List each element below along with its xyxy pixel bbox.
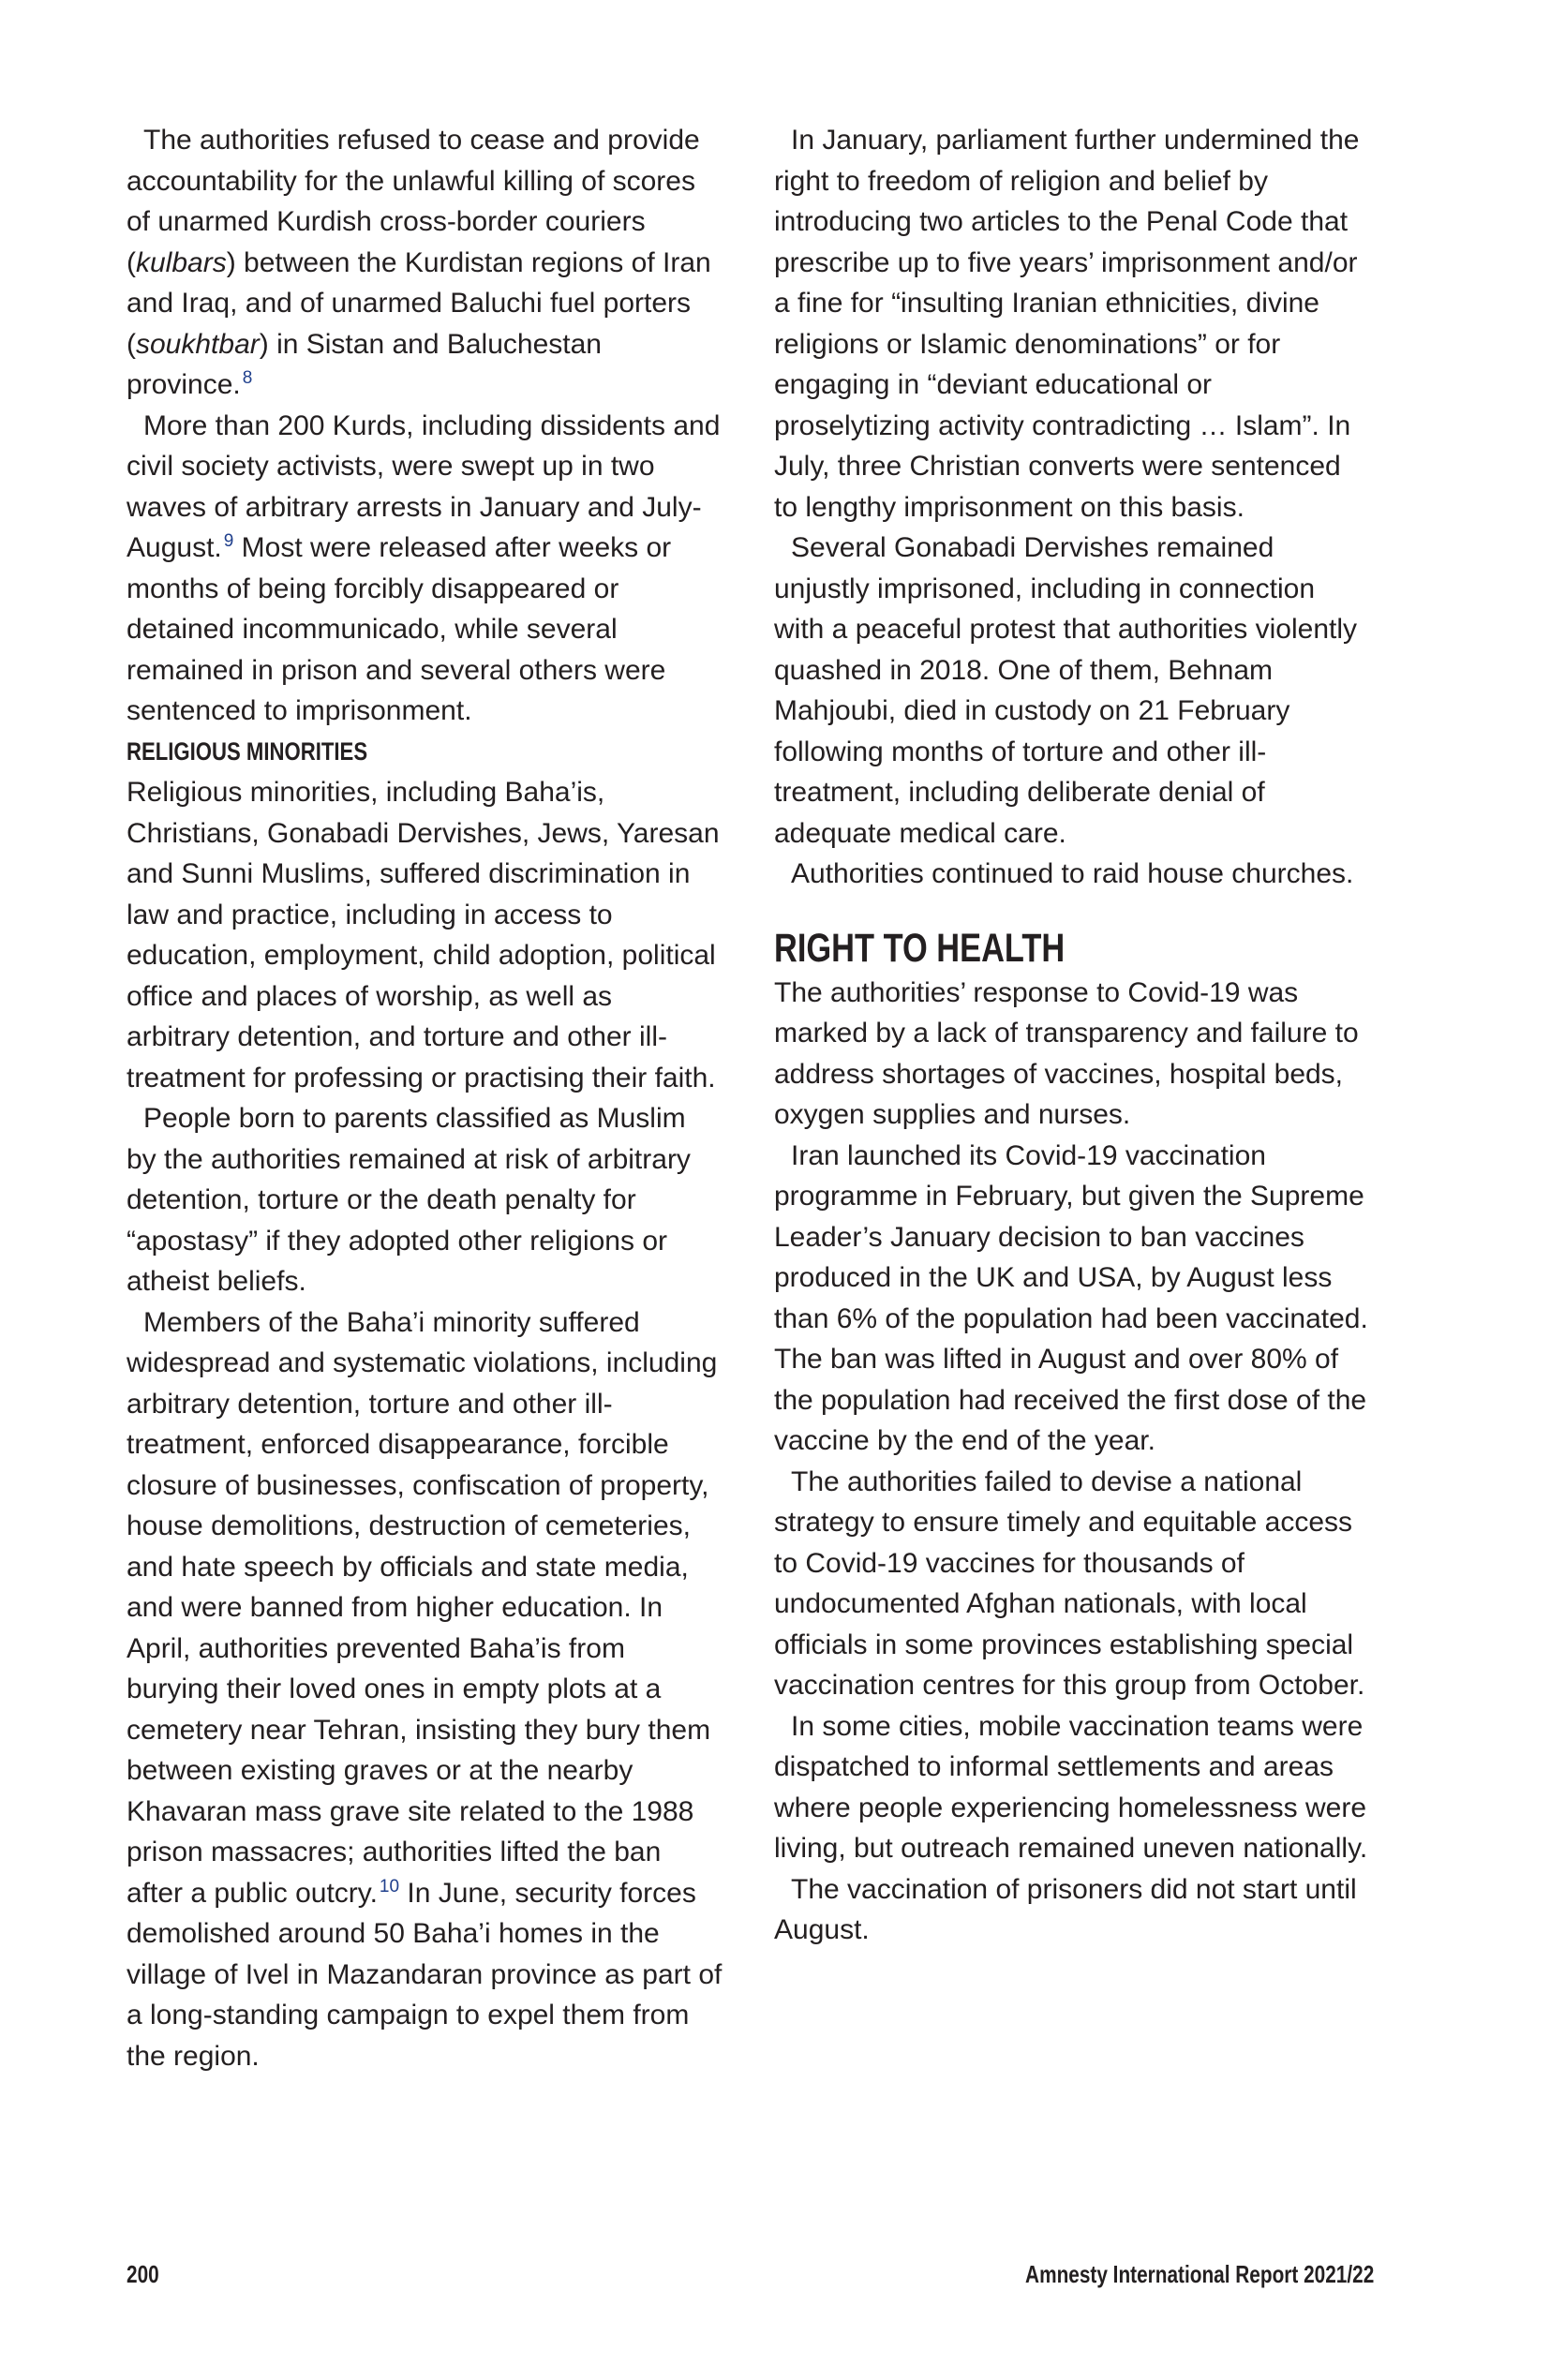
italic-term-kulbars: kulbars bbox=[136, 246, 227, 278]
subheading-religious-minorities: RELIGIOUS MINORITIES bbox=[127, 736, 368, 766]
paragraph-covid-response: The authorities’ response to Covid-19 was marked by a lack of transparency and failure to address shortages of vaccines, hospital beds, oxygen supplies and nurses. bbox=[774, 976, 1359, 1130]
paragraph-house-churches: Authorities continued to raid house churches. bbox=[791, 858, 1354, 889]
footnote-ref-10[interactable]: 10 bbox=[379, 1876, 400, 1897]
paragraph-mobile-vaccination: In some cities, mobile vaccination teams were dispatched to informal settlements and areas where people experiencing homelessness were living, but outreach remained uneven nationally. bbox=[774, 1710, 1368, 1864]
section-heading-right-to-health: RIGHT TO HEALTH bbox=[774, 925, 1066, 971]
footer-title: Amnesty International Report 2021/22 bbox=[1024, 2260, 1374, 2288]
footnote-ref-9[interactable]: 9 bbox=[223, 531, 234, 551]
paragraph-afghan-nationals: The authorities failed to devise a national strategy to ensure timely and equitable access to Covid-19 vaccines for thousands of undocumented Afghan nationals, with local officials in some provinces establishing special vaccination centres for this group from October. bbox=[774, 1465, 1365, 1701]
paragraph-penal-code: In January, parliament further undermined the right to freedom of religion and belief by introducing two articles to the Penal Code that prescribe up to five years’ imprisonment and/or a fine for “insulting Iranian ethnicities, divine religions or Islamic denominations” or for engaging in “deviant educational or proselytizing activity contradicting … Islam”. In July, three Christian converts were sentenced to lengthy imprisonment on this basis. bbox=[774, 125, 1360, 523]
right-column bbox=[774, 120, 1370, 1951]
paragraph-bahai-minority: Members of the Baha’i minority suffered widespread and systematic violations, including arbitrary detention, torture and other ill-treatment, enforced disappearance, forcible closure of businesses, confiscation of property, house demolitions, destruction of cemeteries, and hate speech by officials and state media, and were banned from higher education. In April, authorities prevented Baha’is from burying their loved ones in empty plots at a cemetery near Tehran, insisting they bury them between existing graves or at the nearby Khavaran mass grave site related to the 1988 prison massacres; authorities lifted the ban after a public outcry. $^{10}$ In June, security forces demolished around 50 Baha’i homes in the village of Ivel in Mazandaran province as part of a long-standing campaign to expel them from the region. bbox=[127, 1306, 723, 2072]
paragraph-vaccination-programme: Iran launched its Covid-19 vaccination programme in February, but given the Supreme Leader’s January decision to ban vaccines produced in the UK and USA, by August less than 6% of the population had been vaccinated. The ban was lifted in August and over 80% of the population had received the first dose of the vaccine by the end of the year. bbox=[774, 1139, 1368, 1456]
page-number: 200 bbox=[127, 2260, 159, 2288]
italic-term-soukhtbar: soukhtbar bbox=[136, 328, 260, 360]
paragraph-kurds-arrests: More than 200 Kurds, including dissidents and civil society activists, were swept up in two waves of arbitrary arrests in January and July-August. $^9$ Most were released after weeks or months of being forcibly disappeared or detained incommunicado, while several remained in prison and several others were sentenced to imprisonment. bbox=[127, 409, 721, 726]
left-column bbox=[127, 120, 723, 2076]
paragraph-gonabadi-dervishes: Several Gonabadi Dervishes remained unjustly imprisoned, including in connection with a peaceful protest that authorities violently quashed in 2018. One of them, Behnam Mahjoubi, died in custody on 21 February following months of torture and other ill-treatment, including deliberate denial of adequate medical care. bbox=[774, 532, 1358, 849]
paragraph-religious-minorities: Religious minorities, including Baha’is, Christians, Gonabadi Dervishes, Jews, Yaresan and Sunni Muslims, suffered discrimination in law and practice, including in access to education, employment, child adoption, political office and places of worship, as well as arbitrary detention, and torture and other ill-treatment for professing or practising their faith. bbox=[127, 777, 720, 1093]
paragraph-kurdish-couriers: The authorities refused to cease and provide accountability for the unlawful killing of scores of unarmed Kurdish cross-border couriers (kulbars) between the Kurdistan regions of Iran and Iraq, and of unarmed Baluchi fuel porters (soukhtbar) in Sistan and Baluchestan province. $^8$ bbox=[127, 125, 711, 400]
paragraph-prisoners: The vaccination of prisoners did not start until August. bbox=[774, 1873, 1357, 1945]
footnote-ref-8[interactable]: 8 bbox=[242, 368, 253, 388]
paragraph-apostasy: People born to parents classified as Muslim by the authorities remained at risk of arbitrary detention, torture or the death penalty for “apostasy” if they adopted other religions or atheist beliefs. bbox=[127, 1103, 691, 1297]
